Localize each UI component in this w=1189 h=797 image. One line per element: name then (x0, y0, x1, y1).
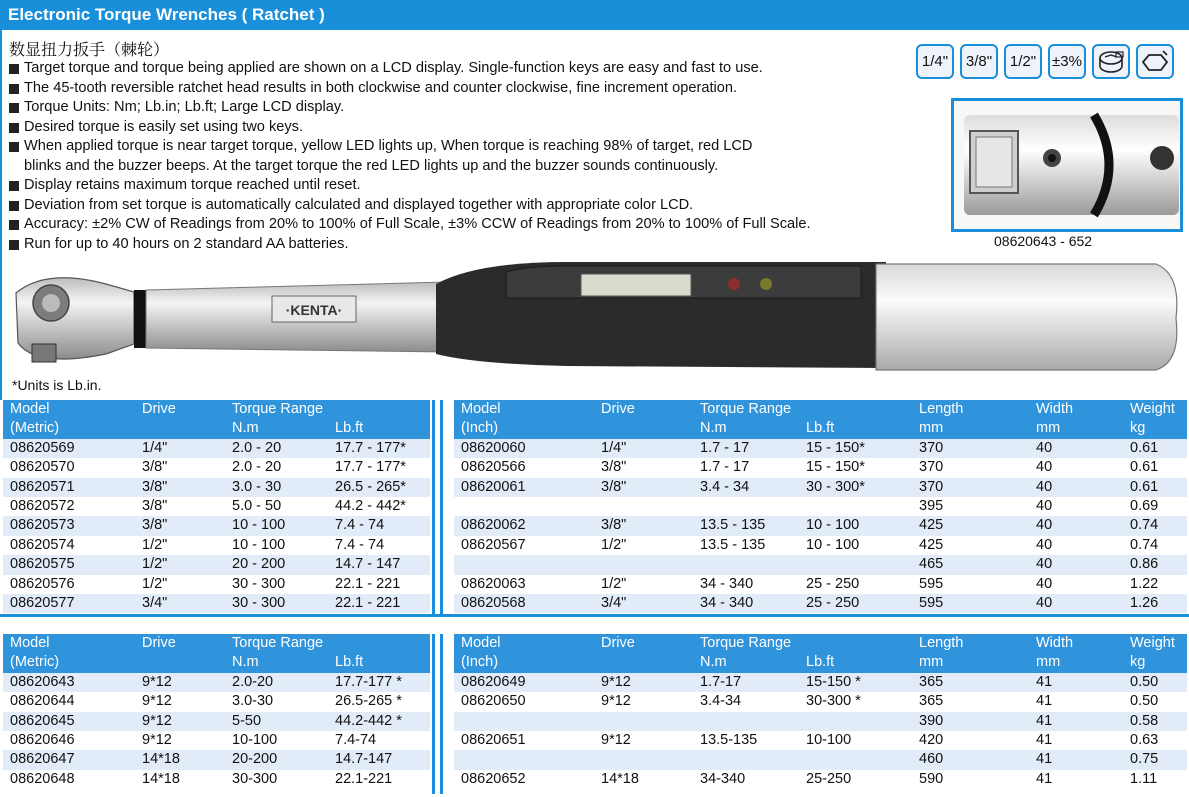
table-cell: 3.4-34 (693, 692, 799, 711)
table-cell: 0.74 (1123, 536, 1187, 555)
table-cell: 08620566 (454, 458, 594, 477)
table-divider (432, 400, 435, 614)
table-cell: 13.5 - 135 (693, 516, 799, 535)
table-cell: 425 (912, 536, 1029, 555)
table-row (3, 575, 430, 594)
table-cell: 3/8" (135, 458, 225, 477)
table-row (454, 478, 1187, 497)
table-cell: 30 - 300 (225, 575, 328, 594)
table-cell (693, 750, 799, 769)
table-cell (799, 555, 912, 574)
table-cell: 3.0 - 30 (225, 478, 328, 497)
table-cell: 17.7 - 177* (328, 458, 430, 477)
metric-table-1 (3, 400, 430, 613)
table-cell: 9*12 (135, 712, 225, 731)
metric-table-2 (3, 634, 430, 789)
table-row (3, 458, 430, 477)
table-cell: 40 (1029, 516, 1123, 535)
table-cell: 3/8" (135, 478, 225, 497)
head-closeup-photo (951, 98, 1183, 232)
table-cell: 1/2" (135, 575, 225, 594)
table-row (3, 594, 430, 613)
table-cell: 10-100 (799, 731, 912, 750)
table-cell: 10 - 100 (225, 516, 328, 535)
table-cell: 9*12 (135, 692, 225, 711)
table-cell: 34-340 (693, 770, 799, 789)
table-cell: 08620060 (454, 439, 594, 458)
table-row (3, 516, 430, 535)
badge-accuracy: ±3% (1048, 44, 1086, 79)
table-cell: 13.5-135 (693, 731, 799, 750)
table-cell: 370 (912, 439, 1029, 458)
table-cell: 3.0-30 (225, 692, 328, 711)
table-cell: 26.5-265 * (328, 692, 430, 711)
table-cell: 3/4" (135, 594, 225, 613)
table-cell: 44.2 - 442* (328, 497, 430, 516)
table-cell: 465 (912, 555, 1029, 574)
feature-item: Deviation from set torque is automatically calculated and displayed together with appropriate color LCD. (9, 196, 909, 216)
table-cell: 9*12 (135, 731, 225, 750)
table-cell: 365 (912, 692, 1029, 711)
table-cell: 425 (912, 516, 1029, 535)
table-cell: 26.5 - 265* (328, 478, 430, 497)
table-cell: 2.0 - 20 (225, 439, 328, 458)
table-cell: 595 (912, 575, 1029, 594)
feature-item: Accuracy: ±2% CW of Readings from 20% to 100% of Full Scale, ±3% CCW of Readings from 20% to 100% of Full Scale. (9, 215, 909, 235)
table-cell: 41 (1029, 731, 1123, 750)
inch-table-1 (454, 400, 1187, 613)
table-cell (454, 497, 594, 516)
table-cell: 370 (912, 478, 1029, 497)
table-cell: 41 (1029, 770, 1123, 789)
table-cell: 0.50 (1123, 673, 1187, 692)
table-cell: 14*18 (135, 750, 225, 769)
table-cell: 5-50 (225, 712, 328, 731)
table-header-row: (Metric) N.m Lb.ft (3, 419, 430, 438)
table-cell: 3/8" (594, 478, 693, 497)
table-cell: 25-250 (799, 770, 912, 789)
table-cell: 30-300 * (799, 692, 912, 711)
table-cell: 1.7 - 17 (693, 439, 799, 458)
table-cell: 40 (1029, 439, 1123, 458)
table-cell: 10 - 100 (799, 516, 912, 535)
bullet-icon (9, 64, 19, 74)
table-cell: 08620647 (3, 750, 135, 769)
table-cell: 2.0 - 20 (225, 458, 328, 477)
table-cell (594, 712, 693, 731)
table-cell: 3/8" (594, 458, 693, 477)
table-header-row: Model Drive Torque Range (3, 400, 430, 419)
table-cell: 08620574 (3, 536, 135, 555)
table-cell: 30 - 300* (799, 478, 912, 497)
table-cell: 14*18 (135, 770, 225, 789)
table-cell: 420 (912, 731, 1029, 750)
table-cell: 7.4 - 74 (328, 516, 430, 535)
table-header-row: (Metric) N.m Lb.ft (3, 653, 430, 672)
table-row (3, 770, 430, 789)
table-cell: 14.7 - 147 (328, 555, 430, 574)
left-accent-line (0, 30, 2, 400)
table-cell: 08620062 (454, 516, 594, 535)
table-cell: 40 (1029, 555, 1123, 574)
table-cell: 1.11 (1123, 770, 1187, 789)
table-cell: 390 (912, 712, 1029, 731)
table-cell: 08620569 (3, 439, 135, 458)
table-cell: 22.1-221 (328, 770, 430, 789)
table-row (3, 497, 430, 516)
table-cell: 595 (912, 594, 1029, 613)
bullet-icon (9, 220, 19, 230)
table-cell: 40 (1029, 536, 1123, 555)
table-cell: 40 (1029, 458, 1123, 477)
badge-half-drive: 1/2" (1004, 44, 1042, 79)
bullet-icon (9, 84, 19, 94)
table-row (3, 750, 430, 769)
brand-logo: ·KENTA· (285, 302, 343, 318)
table-cell: 1.22 (1123, 575, 1187, 594)
table-cell: 15-150 * (799, 673, 912, 692)
table-cell: 14.7-147 (328, 750, 430, 769)
table-cell: 395 (912, 497, 1029, 516)
feature-item: Torque Units: Nm; Lb.in; Lb.ft; Large LCD display. (9, 98, 909, 118)
table-cell: 2.0-20 (225, 673, 328, 692)
table-divider (440, 400, 443, 614)
table-cell: 460 (912, 750, 1029, 769)
page-title: Electronic Torque Wrenches ( Ratchet ) (8, 5, 325, 24)
table-cell: 40 (1029, 478, 1123, 497)
units-note: *Units is Lb.in. (12, 377, 102, 393)
header-bar (0, 0, 1189, 30)
table-cell: 0.86 (1123, 555, 1187, 574)
table-cell: 3/8" (135, 497, 225, 516)
table-cell: 34 - 340 (693, 575, 799, 594)
table-cell (594, 555, 693, 574)
table-cell: 1.7-17 (693, 673, 799, 692)
table-cell: 22.1 - 221 (328, 575, 430, 594)
table-cell: 08620567 (454, 536, 594, 555)
table-cell: 13.5 - 135 (693, 536, 799, 555)
table-cell: 08620573 (3, 516, 135, 535)
torque-wrench-image (6, 258, 1181, 376)
table-cell: 25 - 250 (799, 594, 912, 613)
feature-item: Display retains maximum torque reached until reset. (9, 176, 909, 196)
table-cell: 1/2" (594, 575, 693, 594)
bullet-icon (9, 181, 19, 191)
table-row (454, 516, 1187, 535)
table-row (3, 692, 430, 711)
bullet-icon (9, 240, 19, 250)
table-header-row: (Inch) N.m Lb.ft mm mm kg (454, 653, 1187, 672)
table-cell (454, 750, 594, 769)
table-cell: 41 (1029, 692, 1123, 711)
table-row (454, 673, 1187, 692)
table-cell: 40 (1029, 594, 1123, 613)
table-cell: 1/2" (135, 555, 225, 574)
table-cell: 0.61 (1123, 478, 1187, 497)
table-row (454, 594, 1187, 613)
table-cell: 08620652 (454, 770, 594, 789)
table-cell: 1/4" (135, 439, 225, 458)
table-row (3, 712, 430, 731)
chinese-subtitle: 数显扭力扳手（棘轮） (9, 40, 170, 59)
table-cell: 0.74 (1123, 516, 1187, 535)
table-cell: 25 - 250 (799, 575, 912, 594)
table-cell: 30 - 300 (225, 594, 328, 613)
table-cell: 15 - 150* (799, 439, 912, 458)
table-cell: 40 (1029, 497, 1123, 516)
table-cell: 5.0 - 50 (225, 497, 328, 516)
table-cell (454, 555, 594, 574)
table-cell: 1.7 - 17 (693, 458, 799, 477)
table-cell: 14*18 (594, 770, 693, 789)
table-cell: 44.2-442 * (328, 712, 430, 731)
table-cell: 08620577 (3, 594, 135, 613)
table-cell (594, 497, 693, 516)
table-cell: 08620063 (454, 575, 594, 594)
table-cell (693, 555, 799, 574)
table-cell: 08620651 (454, 731, 594, 750)
table-cell: 08620571 (3, 478, 135, 497)
section-divider (0, 614, 1189, 617)
table-cell: 20-200 (225, 750, 328, 769)
table-cell: 7.4-74 (328, 731, 430, 750)
table-cell: 08620643 (3, 673, 135, 692)
table-cell: 15 - 150* (799, 458, 912, 477)
hexagon-socket-icon (1136, 44, 1174, 79)
table-cell: 1/2" (135, 536, 225, 555)
table-cell: 9*12 (594, 692, 693, 711)
table-cell: 08620645 (3, 712, 135, 731)
table-cell: 7.4 - 74 (328, 536, 430, 555)
table-cell: 3/8" (135, 516, 225, 535)
table-row (454, 555, 1187, 574)
table-row (454, 770, 1187, 789)
table-cell (799, 712, 912, 731)
table-cell: 10 - 100 (799, 536, 912, 555)
table-cell: 08620572 (3, 497, 135, 516)
table-cell: 0.61 (1123, 439, 1187, 458)
table-cell: 10-100 (225, 731, 328, 750)
table-cell: 9*12 (594, 731, 693, 750)
table-cell: 08620648 (3, 770, 135, 789)
table-cell: 41 (1029, 673, 1123, 692)
table-row (454, 575, 1187, 594)
table-cell: 41 (1029, 712, 1123, 731)
table-cell: 17.7 - 177* (328, 439, 430, 458)
table-cell: 590 (912, 770, 1029, 789)
table-cell: 9*12 (135, 673, 225, 692)
table-cell (693, 497, 799, 516)
table-row (3, 439, 430, 458)
table-cell: 08620576 (3, 575, 135, 594)
bullet-icon (9, 103, 19, 113)
table-cell: 22.1 - 221 (328, 594, 430, 613)
table-cell: 08620575 (3, 555, 135, 574)
table-row (3, 673, 430, 692)
table-row (454, 712, 1187, 731)
table-cell: 0.75 (1123, 750, 1187, 769)
table-row (454, 750, 1187, 769)
feature-list (9, 59, 909, 254)
table-cell: 08620568 (454, 594, 594, 613)
feature-item: Target torque and torque being applied are shown on a LCD display. Single-function keys are easy and fast to use. (9, 59, 909, 79)
table-cell: 10 - 100 (225, 536, 328, 555)
table-row (454, 692, 1187, 711)
table-row (3, 478, 430, 497)
table-header-row: Model Drive Torque Range Length Width Weight (454, 400, 1187, 419)
table-row (454, 458, 1187, 477)
table-header-row: (Inch) N.m Lb.ft mm mm kg (454, 419, 1187, 438)
table-cell: 08620650 (454, 692, 594, 711)
table-cell: 30-300 (225, 770, 328, 789)
table-cell: 365 (912, 673, 1029, 692)
badge-three-eighths-drive: 3/8" (960, 44, 998, 79)
table-cell: 3.4 - 34 (693, 478, 799, 497)
table-cell: 0.50 (1123, 692, 1187, 711)
feature-item-continuation: blinks and the buzzer beeps. At the target torque the red LED lights up and the buzzer sounds continuously. (24, 157, 719, 174)
table-cell (594, 750, 693, 769)
inch-table-2 (454, 634, 1187, 789)
table-cell: 20 - 200 (225, 555, 328, 574)
table-cell: 0.61 (1123, 458, 1187, 477)
badge-quarter-drive: 1/4" (916, 44, 954, 79)
table-cell: 08620644 (3, 692, 135, 711)
feature-item: When applied torque is near target torque, yellow LED lights up, When torque is reaching 98% of target, red LCD (9, 137, 909, 157)
table-header-row: Model Drive Torque Range (3, 634, 430, 653)
table-cell: 08620570 (3, 458, 135, 477)
table-divider (432, 634, 435, 794)
spec-badges (916, 44, 1174, 79)
torque-gauge-icon (1092, 44, 1130, 79)
table-cell: 17.7-177 * (328, 673, 430, 692)
table-cell: 34 - 340 (693, 594, 799, 613)
table-row (454, 497, 1187, 516)
table-cell: 08620649 (454, 673, 594, 692)
bullet-icon (9, 201, 19, 211)
table-divider (440, 634, 443, 794)
table-cell: 41 (1029, 750, 1123, 769)
table-row (3, 555, 430, 574)
bullet-icon (9, 123, 19, 133)
table-cell: 3/4" (594, 594, 693, 613)
feature-item: The 45-tooth reversible ratchet head results in both clockwise and counter clockwise, fine increment operation. (9, 79, 909, 99)
table-cell: 0.63 (1123, 731, 1187, 750)
table-cell (799, 750, 912, 769)
table-cell: 3/8" (594, 516, 693, 535)
table-cell: 08620061 (454, 478, 594, 497)
table-cell: 1.26 (1123, 594, 1187, 613)
table-cell: 370 (912, 458, 1029, 477)
feature-item: Run for up to 40 hours on 2 standard AA batteries. (9, 235, 909, 255)
table-row (454, 731, 1187, 750)
table-cell: 1/4" (594, 439, 693, 458)
table-cell: 9*12 (594, 673, 693, 692)
table-row (454, 536, 1187, 555)
photo-caption: 08620643 - 652 (994, 233, 1093, 249)
table-cell (799, 497, 912, 516)
table-row (454, 439, 1187, 458)
table-header-row: Model Drive Torque Range Length Width Weight (454, 634, 1187, 653)
table-cell (693, 712, 799, 731)
table-cell: 0.69 (1123, 497, 1187, 516)
bullet-icon (9, 142, 19, 152)
feature-item: Desired torque is easily set using two keys. (9, 118, 909, 138)
square-drive-head-image (954, 101, 1180, 229)
table-row (3, 731, 430, 750)
table-cell: 40 (1029, 575, 1123, 594)
table-cell: 08620646 (3, 731, 135, 750)
table-cell: 1/2" (594, 536, 693, 555)
table-cell (454, 712, 594, 731)
table-row (3, 536, 430, 555)
table-cell: 0.58 (1123, 712, 1187, 731)
